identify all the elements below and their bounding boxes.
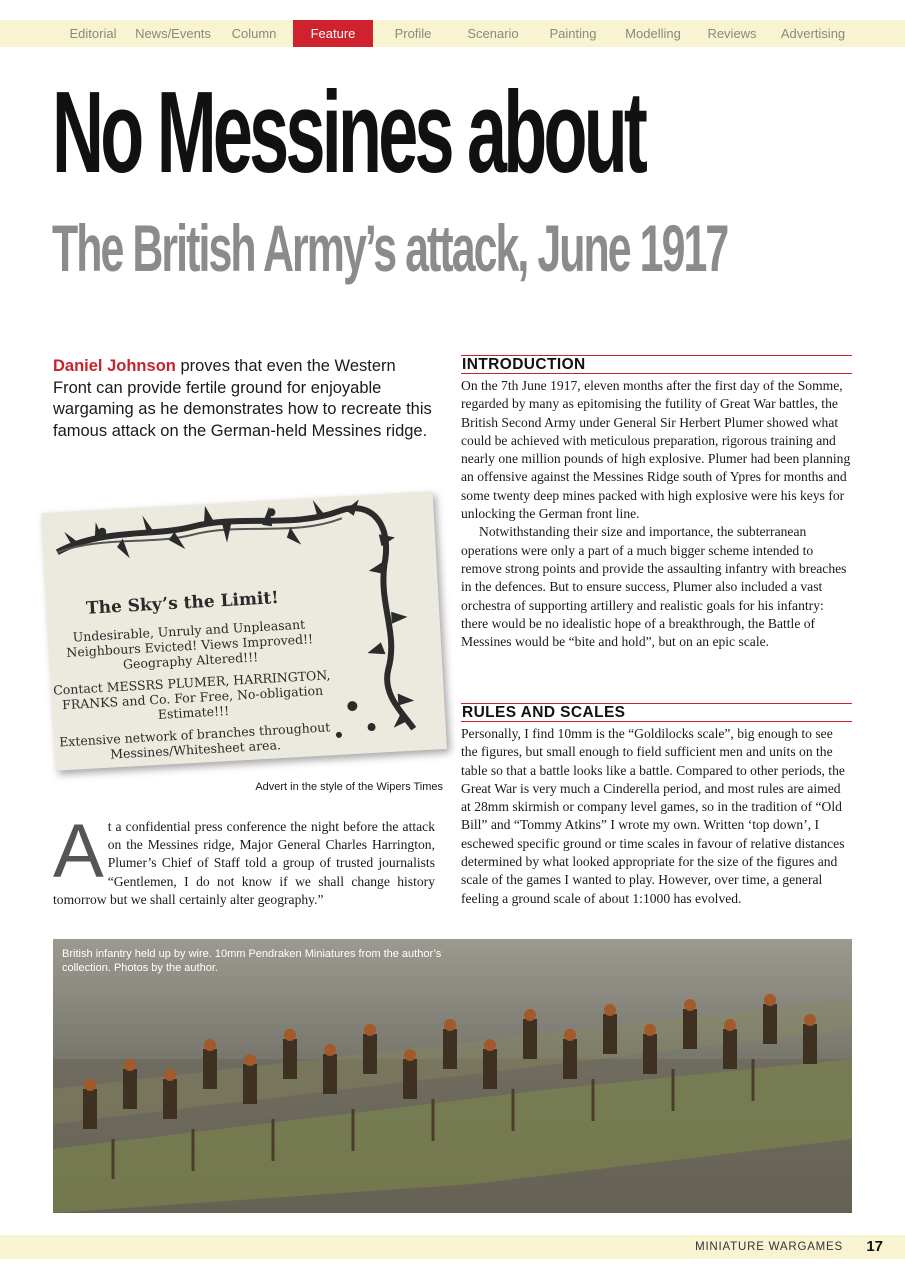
opening-text: t a confidential press conference the night before the attack on the Messines ridge, Major General Charles Harrington, Plumer’s Chief of Staff told a group of trusted journalists “Gentlemen, I do not know if we shall change history tomorrow but we shall certainly alter geography.” [53, 819, 435, 907]
advert-line-3: Extensive network of branches throughout Messines/Whitesheet area. [58, 719, 331, 762]
rules-section [461, 703, 852, 908]
top-nav-bar [0, 20, 905, 47]
miniatures-photo [53, 939, 852, 1213]
advert-figure [38, 492, 450, 782]
advert-caption: Advert in the style of the Wipers Times [255, 781, 443, 793]
nav-item-feature[interactable]: Feature [293, 20, 373, 47]
article-title: No Messines about [52, 67, 645, 197]
opening-paragraph [53, 809, 435, 909]
nav-item-painting[interactable]: Painting [549, 26, 597, 41]
drop-cap: A [53, 809, 104, 894]
nav-item-scenario[interactable]: Scenario [467, 26, 519, 41]
photo-caption: British infantry held up by wire. 10mm Pendraken Miniatures from the author’s collection. Photos by the author. [62, 948, 442, 974]
introduction-section [461, 355, 852, 651]
author-name: Daniel Johnson [53, 357, 176, 375]
standfirst-text: proves that even the Western Front can provide fertile ground for enjoyable wargaming as he demonstrates how to recreate this famous attack on the German-held Messines ridge. [53, 357, 432, 440]
magazine-name: MINIATURE WARGAMES [695, 1241, 843, 1253]
advert-image [41, 491, 447, 770]
nav-list [55, 20, 855, 47]
nav-item-column[interactable]: Column [231, 26, 277, 41]
page-footer [0, 1235, 905, 1259]
rules-paragraph-1: Personally, I find 10mm is the “Goldilocks scale”, big enough to see the figures, but small enough to field sufficient men and units on the table so that a battle looks like a battle. Compared to other periods, the Great War is very much a Cinderella period, and most rules are aimed at 28mm skirmish or company level games, so in the tradition of “Old Bill” and “Tommy Atkins” I wrote my own. Written ‘top down’, I eschewed specific ground or time scales in favour of relative distances determined by what looked appropriate for the size of the figures and scale of the games I wanted to play. However, over time, a general feeling a ground scale of about 1:1000 has evolved. [461, 726, 845, 906]
nav-item-reviews[interactable]: Reviews [707, 26, 757, 41]
introduction-heading: INTRODUCTION [461, 355, 852, 374]
rules-heading: RULES AND SCALES [461, 703, 852, 722]
advert-line-2: Contact MESSRS PLUMER, HARRINGTON, FRANKS and Co. For Free, No-obligation Estimate!!! [52, 667, 331, 722]
advert-heading: The Sky’s the Limit! [85, 588, 280, 619]
standfirst [53, 356, 438, 442]
nav-item-advertising[interactable]: Advertising [780, 26, 846, 41]
nav-item-profile[interactable]: Profile [394, 26, 432, 41]
infantry-miniatures-image [53, 939, 852, 1213]
advert-line-1: Undesirable, Unruly and Unpleasant Neighbours Evicted! Views Improved!! Geography Altered!!! [65, 616, 314, 672]
article-subtitle: The British Army’s attack, June 1917 [52, 211, 728, 285]
page-number: 17 [866, 1238, 883, 1255]
introduction-paragraph-1: On the 7th June 1917, eleven months after the first day of the Somme, regarded by many as epitomising the futility of Great War battles, the British Second Army under General Sir Herbert Plumer showed what could be achieved with meticulous preparation, rigorous training and nearly one million pounds of high explosive. Plumer had been planning an offensive against the Messines Ridge south of Ypres for months and some twenty deep mines packed with high explosive were his keys for unlocking the German front line. [461, 378, 851, 522]
introduction-paragraph-2: Notwithstanding their size and importance, the subterranean operations were only a part of a much bigger scheme intended to remove strong points and provide the assaulting infantry with breaches in the defences. But to ensure success, Plumer also included a vast orchestra of supporting artillery and realistic goals for his infantry: there would be no idealistic hope of a breakthrough, the Battle of Messines would be “bite and hold”, but on an epic scale. [461, 524, 847, 650]
nav-item-editorial[interactable]: Editorial [69, 26, 117, 41]
nav-item-modelling[interactable]: Modelling [625, 26, 681, 41]
nav-item-news-events[interactable]: News/Events [135, 26, 211, 41]
